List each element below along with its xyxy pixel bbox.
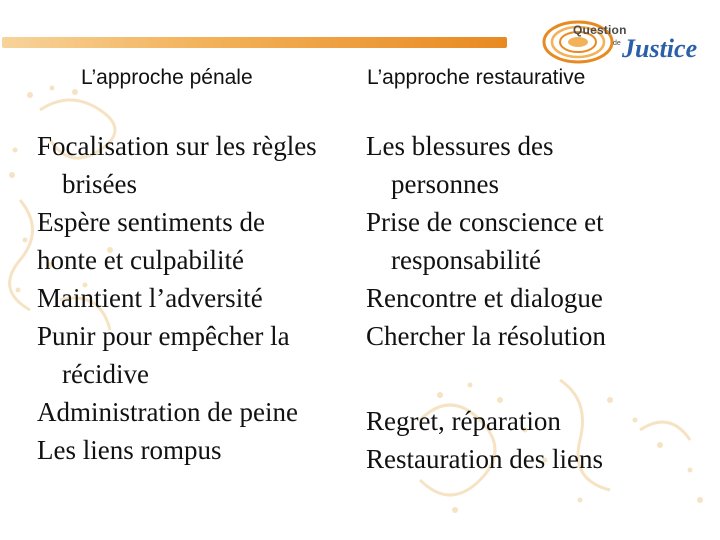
logo-text-question: Question [573,23,627,37]
penal-item-shame: honte et culpabilité [37,245,244,275]
list-spacer [366,393,666,402]
penal-item-adversity: Maintient l’adversité [37,283,263,313]
restorative-item-meeting: Rencontre et dialogue [366,283,603,313]
penal-item-punish: Punir pour empêcher la récidive [37,321,290,389]
penal-item-administration: Administration de peine [37,397,298,427]
top-accent-bar [2,37,507,48]
logo-text-de: de [613,40,621,47]
restorative-item-resolution: Chercher la résolution [366,321,606,351]
header-penal-approach: L’approche pénale [81,66,253,89]
restorative-item-regret: Regret, réparation [366,406,561,436]
restorative-item-wounds: Les blessures des personnes [366,131,554,199]
penal-item-broken-ties: Les liens rompus [37,435,222,465]
restorative-approach-list [366,127,666,478]
penal-item-feelings: Espère sentiments de [37,207,265,237]
penal-approach-list [37,127,367,469]
list-spacer [366,355,666,393]
restorative-item-restoration: Restauration des liens [366,444,603,474]
restorative-item-awareness: Prise de conscience et responsabilité [366,207,604,275]
penal-item-rules: Focalisation sur les règles brisées [37,131,317,199]
logo-text-justice: Justice [622,34,698,63]
header-restorative-approach: L’approche restaurative [367,66,586,89]
